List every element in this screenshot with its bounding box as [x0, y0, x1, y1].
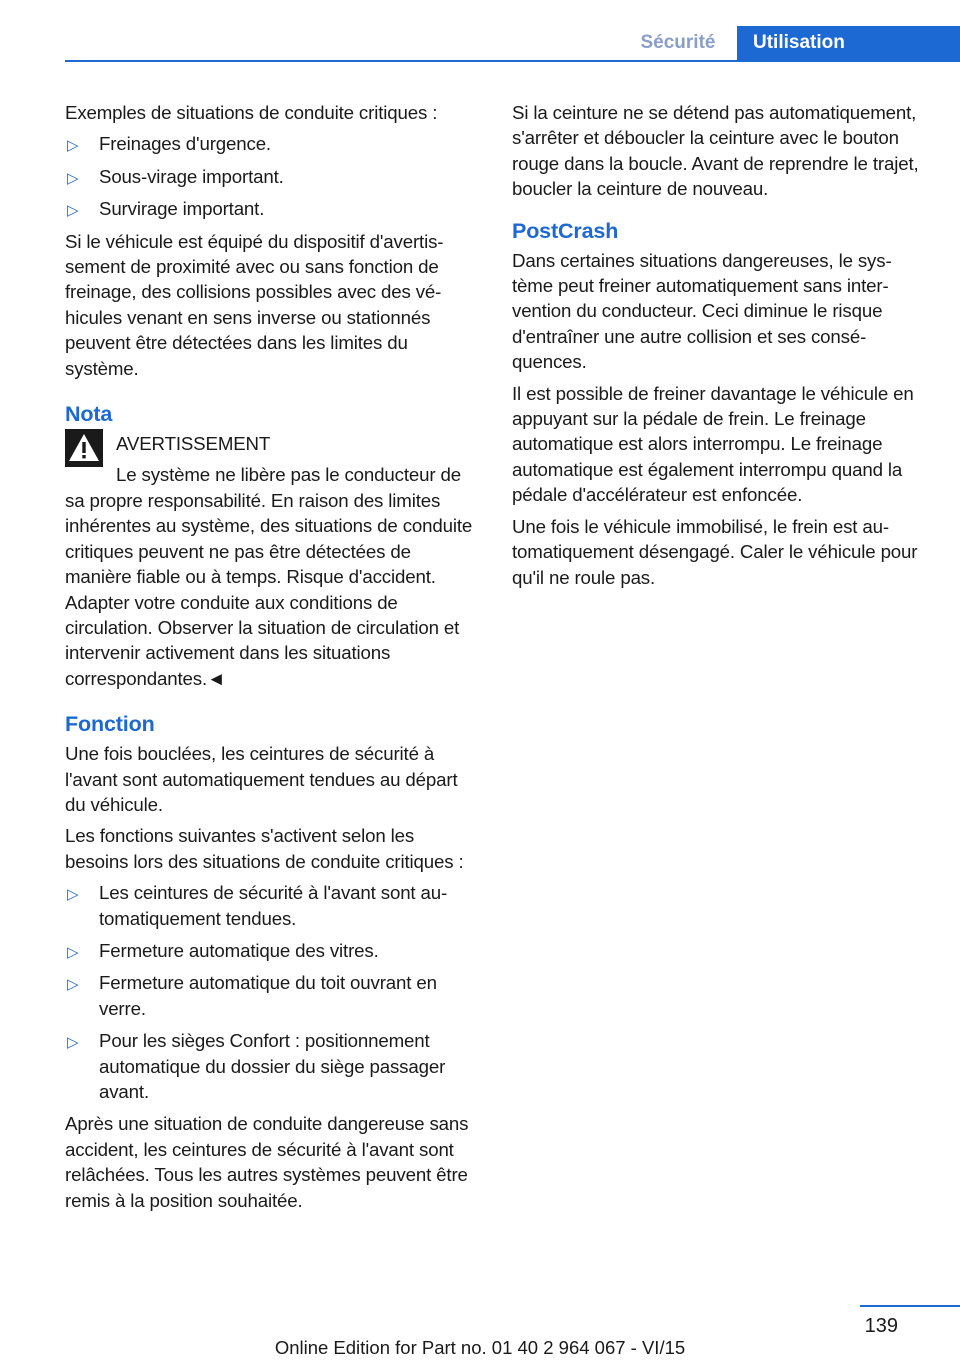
warning-box	[65, 431, 480, 691]
bullet-triangle-icon: ▷	[67, 976, 79, 994]
belt-release-paragraph: Si la ceinture ne se détend pas automatiquement, s'arrêter et déboucler la ceinture avec le bouton rouge dans la boucle. Avant de reprendre le trajet, boucler la ceinture de nouveau.	[512, 102, 919, 200]
edition-footer: Online Edition for Part no. 01 40 2 964 067 - VI/15	[274, 1337, 686, 1358]
fonction-paragraph-2: Les fonctions suivantes s'activent selon les besoins lors des situations de conduite critiques :	[65, 825, 464, 872]
warning-title: AVERTISSEMENT	[116, 433, 271, 455]
list-item: ▷ Fermeture automatique du toit ouvrant en verre.	[67, 972, 437, 1019]
section-tab[interactable]: Sécurité	[640, 32, 716, 53]
list-item: ▷ Fermeture automatique des vitres.	[65, 938, 480, 963]
page-number: 139	[864, 1315, 898, 1337]
postcrash-heading: PostCrash	[512, 218, 619, 243]
bullet-triangle-icon: ▷	[67, 943, 79, 961]
postcrash-paragraph-2: Il est possible de freiner davantage le véhicule en appuyant sur la pédale de frein. Le freinage automatique est alors interrompu. Le freinage automatique est également interrompu quand la pédale d'accélérateur est enfoncée.	[512, 382, 914, 506]
bullet-triangle-icon: ▷	[67, 1034, 79, 1052]
list-item: ▷ Freinages d'urgence.	[65, 131, 480, 156]
list-item: ▷ Les ceintures de sécurité à l'avant sont automatiquement tendues.	[67, 882, 448, 929]
nota-heading: Nota	[65, 402, 113, 427]
left-column	[65, 100, 480, 1219]
intro-paragraph: Exemples de situations de conduite critiques :	[65, 102, 438, 123]
fonction-paragraph-1: Une fois bouclées, les ceintures de sécurité à l'avant sont automatiquement tendues au départ du véhicule.	[65, 743, 458, 815]
functions-list	[65, 880, 480, 1104]
list-item: ▷ Survirage important.	[65, 196, 480, 221]
right-column	[512, 100, 926, 596]
after-situation-paragraph: Après une situation de conduite dangereuse sans accident, les ceintures de sécurité à l'avant sont relâchées. Tous les autres systèmes peuvent être remis à la position souhaitée.	[65, 1113, 469, 1211]
bullet-triangle-icon: ▷	[67, 202, 79, 220]
chapter-tab[interactable]: Utilisation	[737, 26, 960, 62]
list-item: ▷ Pour les sièges Confort : positionnement automatique du dossier du siège passager avant.	[67, 1030, 446, 1102]
warning-text: Le système ne libère pas le conducteur de sa propre responsabilité. En raison des limites inhérentes au système, des situations de conduite critiques peuvent ne pas être détectées de manière fiable ou à temps. Risque d'accident. Adapter votre conduite aux conditions de circulation. Observer la situation de circulation et intervenir activement dans les situations correspondantes.◄	[65, 464, 473, 689]
bullet-triangle-icon: ▷	[67, 886, 79, 904]
postcrash-paragraph-3: Une fois le véhicule immobilisé, le frein est automatiquement désengagé. Caler le véhicule pour qu'il ne roule pas.	[512, 515, 918, 588]
bullet-triangle-icon: ▷	[67, 169, 79, 187]
list-item: ▷ Sous-virage important.	[65, 164, 480, 189]
warning-triangle-icon	[65, 429, 103, 467]
footer-rule	[860, 1305, 960, 1307]
critical-situations-list	[65, 131, 480, 221]
proximity-paragraph: Si le véhicule est équipé du dispositif d'avertissement de proximité avec ou sans fonction de freinage, des collisions possibles avec des véhicules venant en sens inverse ou stationnés peuvent être détectées dans les limites du système.	[65, 230, 444, 379]
bullet-triangle-icon: ▷	[67, 137, 79, 155]
postcrash-paragraph-1: Dans certaines situations dangereuses, le système peut freiner automatiquement sans intervention du conducteur. Ceci diminue le risque d'entraîner une autre collision et ses conséquences.	[512, 249, 892, 373]
fonction-heading: Fonction	[65, 712, 155, 737]
